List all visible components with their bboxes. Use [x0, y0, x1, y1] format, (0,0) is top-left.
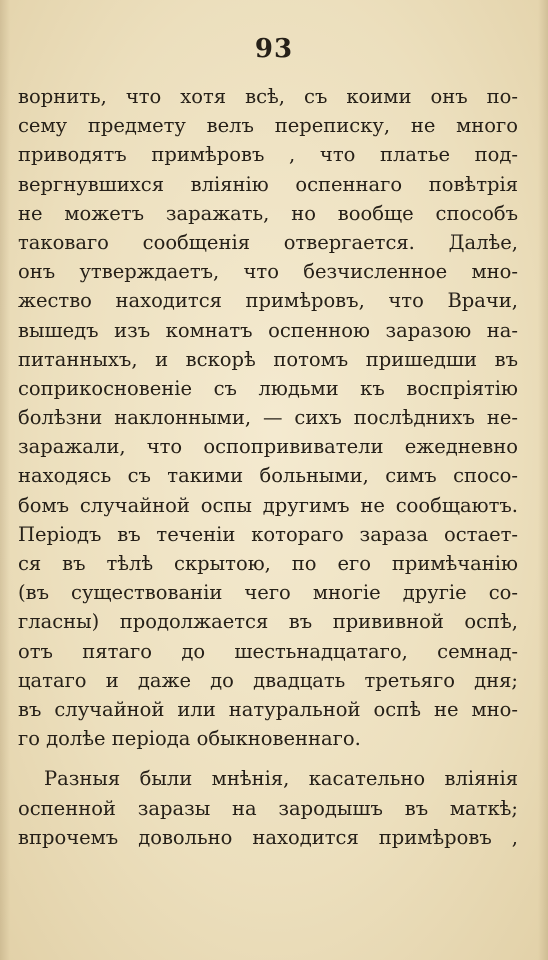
- text-line: го долѣе періода обыкновеннаго.: [18, 727, 361, 751]
- text-line: гласны) продолжается въ прививной оспѣ,: [18, 610, 518, 634]
- paragraph-2: [18, 764, 518, 852]
- body-text: [18, 82, 518, 852]
- text-line: оспенной заразы на зародышъ въ маткѣ;: [18, 796, 518, 820]
- text-line: вергнувшихся вліянію оспеннаго повѣтрія: [18, 172, 518, 196]
- text-line: жество находится примѣровъ, что Врачи,: [18, 289, 518, 313]
- text-line: таковаго сообщенія отвергается. Далѣе,: [18, 230, 518, 254]
- text-line: вышедъ изъ комнатъ оспенною заразою на-: [18, 318, 518, 342]
- page-edge-shadow-left: [0, 0, 10, 960]
- text-line: въ случайной или натуральной оспѣ не мно-: [18, 697, 518, 721]
- text-line: заражали, что оспопрививатели ежедневно: [18, 435, 518, 459]
- text-line: сему предмету велъ переписку, не много: [18, 114, 518, 138]
- text-line: не можетъ заражать, но вообще способъ: [18, 201, 518, 225]
- text-line: питанныхъ, и вскорѣ потомъ пришедши въ: [18, 347, 518, 371]
- text-line: болѣзни наклонными, — сихъ послѣднихъ не-: [18, 406, 518, 430]
- paragraph-gap: [18, 753, 518, 764]
- text-line: Разныя были мнѣнія, касательно вліянія: [44, 767, 518, 791]
- text-line: отъ пятаго до шестьнадцатаго, семнад-: [18, 639, 518, 663]
- text-line: (въ существованіи чего многіе другіе со-: [18, 581, 518, 605]
- text-line: соприкосновеніе съ людьми къ воспріятію: [18, 376, 518, 400]
- text-line: цатаго и даже до двадцать третьяго дня;: [18, 668, 518, 692]
- page-number: 93: [254, 34, 294, 64]
- text-line: ворнить, что хотя всѣ, съ коими онъ по-: [18, 85, 518, 108]
- page-edge-shadow-right: [538, 0, 548, 960]
- text-line: Періодъ въ теченіи котораго зараза остает-: [18, 522, 518, 546]
- text-line: находясь съ такими больными, симъ спосо-: [18, 464, 518, 488]
- paragraph-1: [18, 82, 518, 753]
- text-line: ся въ тѣлѣ скрытою, по его примѣчанію: [18, 552, 518, 575]
- text-line: впрочемъ довольно находится примѣровъ ,: [18, 825, 518, 849]
- text-line: бомъ случайной оспы другимъ не сообщаютъ.: [18, 493, 518, 517]
- text-line: приводятъ примѣровъ , что платье под-: [18, 143, 518, 167]
- text-line: онъ утверждаетъ, что безчисленное мно-: [18, 260, 518, 284]
